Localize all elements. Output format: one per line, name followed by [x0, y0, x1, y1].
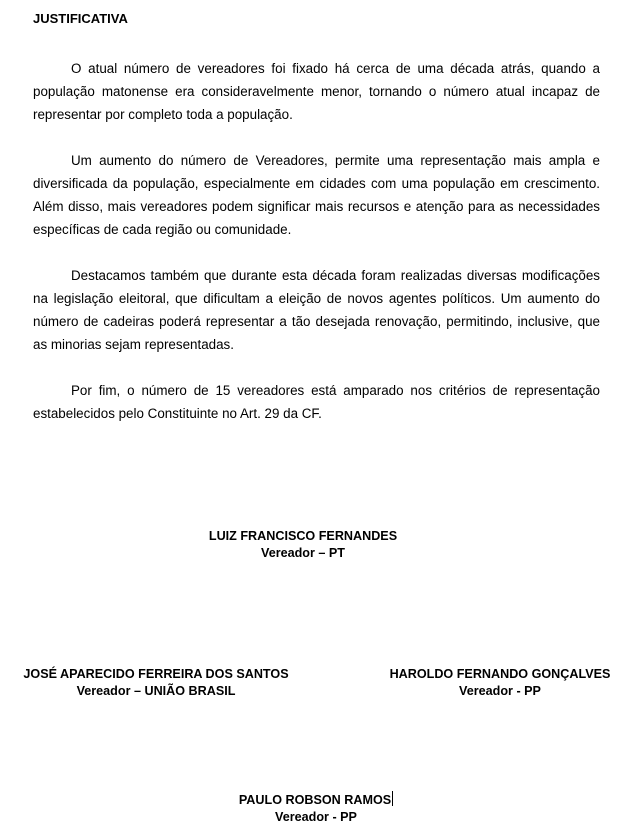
signature-block-4 — [166, 791, 466, 826]
signatory-role: Vereador - PP — [459, 684, 541, 698]
text-cursor — [392, 791, 393, 806]
section-heading: JUSTIFICATIVA — [33, 11, 128, 26]
justification-paragraph-1: O atual número de vereadores foi fixado há cerca de uma década atrás, quando a população matonense era consideravelmente menor, tornando o número atual incapaz de representar por completo toda a população. — [33, 61, 600, 122]
justification-paragraph-4: Por fim, o número de 15 vereadores está amparado nos critérios de representação estabelecidos pelo Constituinte no Art. 29 da CF. — [33, 383, 600, 421]
signatory-name: JOSÉ APARECIDO FERREIRA DOS SANTOS — [23, 667, 289, 681]
signatory-name: PAULO ROBSON RAMOS — [238, 793, 392, 807]
signatory-name: HAROLDO FERNANDO GONÇALVES — [389, 667, 611, 681]
signatory-role: Vereador – PT — [261, 546, 345, 560]
signatory-role: Vereador – UNIÃO BRASIL — [76, 684, 236, 698]
justification-paragraph-2: Um aumento do número de Vereadores, permite uma representação mais ampla e diversificada da população, especialmente em cidades com uma população em crescimento. Além disso, mais vereadores podem significar mais recursos e atenção para as necessidades específicas de cada região ou comunidade. — [33, 153, 600, 237]
signatory-role: Vereador - PP — [275, 810, 357, 824]
signature-block-3 — [370, 666, 630, 700]
justification-paragraph-3: Destacamos também que durante esta década foram realizadas diversas modificações na legislação eleitoral, que dificultam a eleição de novos agentes políticos. Um aumento do número de cadeiras poderá representar a tão desejada renovação, permitindo, inclusive, que as minorias sejam representadas. — [33, 268, 600, 352]
signature-block-1 — [153, 528, 453, 562]
signatory-name: LUIZ FRANCISCO FERNANDES — [208, 529, 398, 543]
signature-block-2 — [0, 666, 312, 700]
